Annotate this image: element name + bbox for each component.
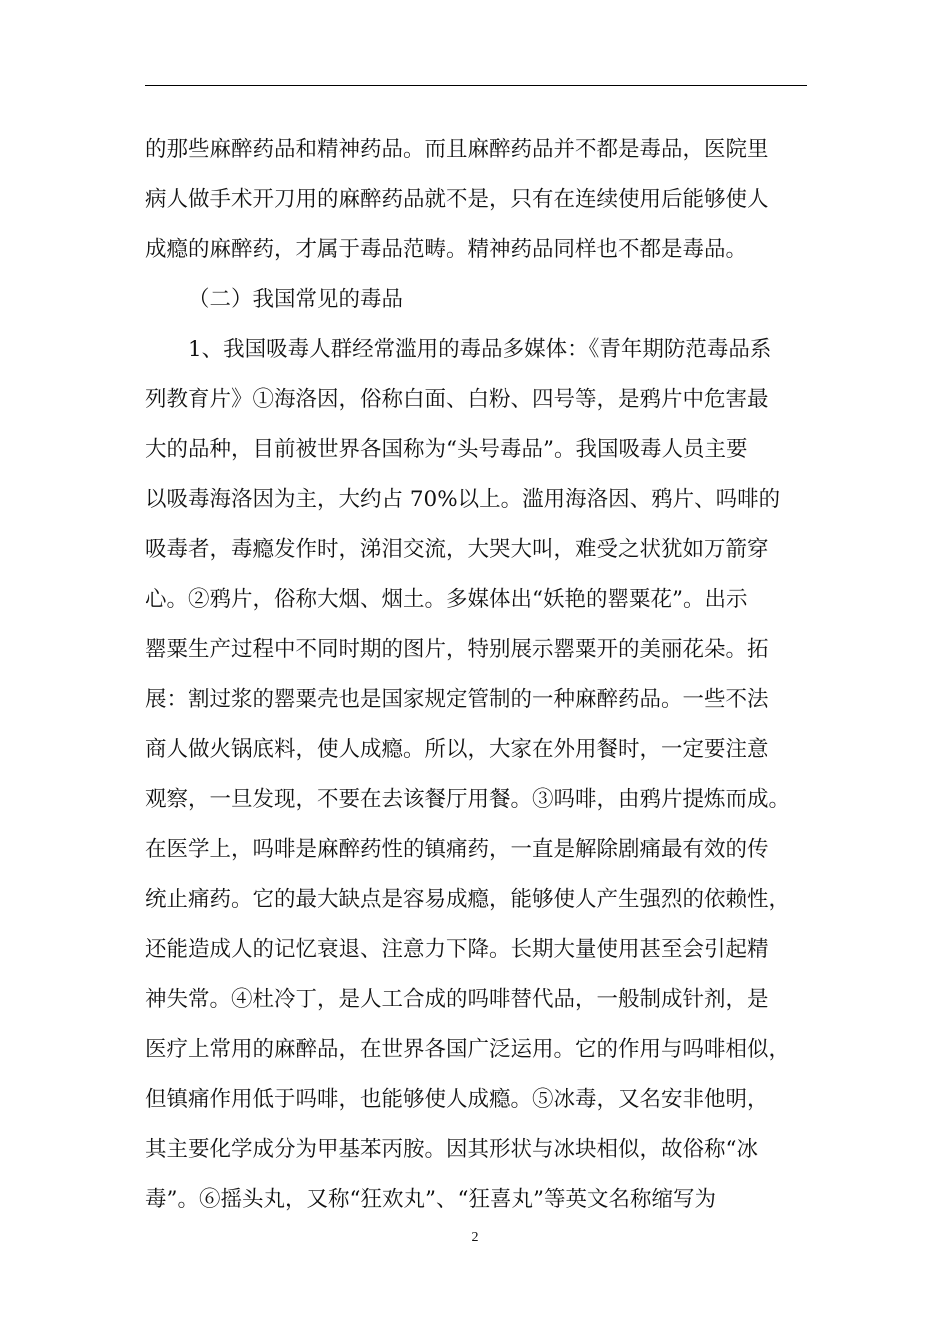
text-line: 毒”。⑥摇头丸，又称“狂欢丸”、“狂喜丸”等英文名称缩写为: [145, 1187, 716, 1212]
text-line: 吸毒者，毒瘾发作时，涕泪交流，大哭大叫，难受之状犹如万箭穿: [145, 537, 769, 562]
text-line: 神失常。④杜冷丁，是人工合成的吗啡替代品，一般制成针剂，是: [145, 987, 769, 1012]
text-line: 商人做火锅底料，使人成瘾。所以，大家在外用餐时，一定要注意: [145, 737, 769, 762]
header-rule: [145, 85, 807, 86]
text-line: 成瘾的麻醉药，才属于毒品范畴。精神药品同样也不都是毒品。: [145, 237, 748, 262]
text-line: 还能造成人的记忆衰退、注意力下降。长期大量使用甚至会引起精: [145, 937, 769, 962]
page-number: 2: [471, 1230, 479, 1245]
text-line: 医疗上常用的麻醉品，在世界各国广泛运用。它的作用与吗啡相似，: [145, 1037, 791, 1062]
text-line: 其主要化学成分为甲基苯丙胺。因其形状与冰块相似，故俗称“冰: [145, 1137, 758, 1162]
text-line: 列教育片》①海洛因，俗称白面、白粉、四号等，是鸦片中危害最: [145, 387, 769, 412]
text-line: 的那些麻醉药品和精神药品。而且麻醉药品并不都是毒品，医院里: [145, 137, 769, 162]
text-line: 以吸毒海洛因为主，大约占 70%以上。滥用海洛因、鸦片、吗啡的: [145, 487, 781, 512]
text-line: 1、我国吸毒人群经常滥用的毒品多媒体：《青年期防范毒品系: [188, 337, 772, 362]
text-line: 心。②鸦片，俗称大烟、烟土。多媒体出“妖艳的罂粟花”。出示: [145, 587, 748, 612]
section-heading: （二）我国常见的毒品: [188, 287, 404, 312]
text-line: 病人做手术开刀用的麻醉药品就不是，只有在连续使用后能够使人: [145, 187, 769, 212]
text-line: 在医学上，吗啡是麻醉药性的镇痛药，一直是解除剧痛最有效的传: [145, 837, 769, 862]
text-line: 大的品种，目前被世界各国称为“头号毒品”。我国吸毒人员主要: [145, 437, 748, 462]
text-line: 展：割过浆的罂粟壳也是国家规定管制的一种麻醉药品。一些不法: [145, 687, 769, 712]
text-line: 罂粟生产过程中不同时期的图片，特别展示罂粟开的美丽花朵。拓: [145, 637, 769, 662]
text-line: 观察，一旦发现，不要在去该餐厅用餐。③吗啡，由鸦片提炼而成。: [145, 787, 791, 812]
text-line: 统止痛药。它的最大缺点是容易成瘾，能够使人产生强烈的依赖性，: [145, 887, 791, 912]
text-line: 但镇痛作用低于吗啡，也能够使人成瘾。⑤冰毒，又名安非他明，: [145, 1087, 769, 1112]
document-body: [145, 125, 825, 1225]
